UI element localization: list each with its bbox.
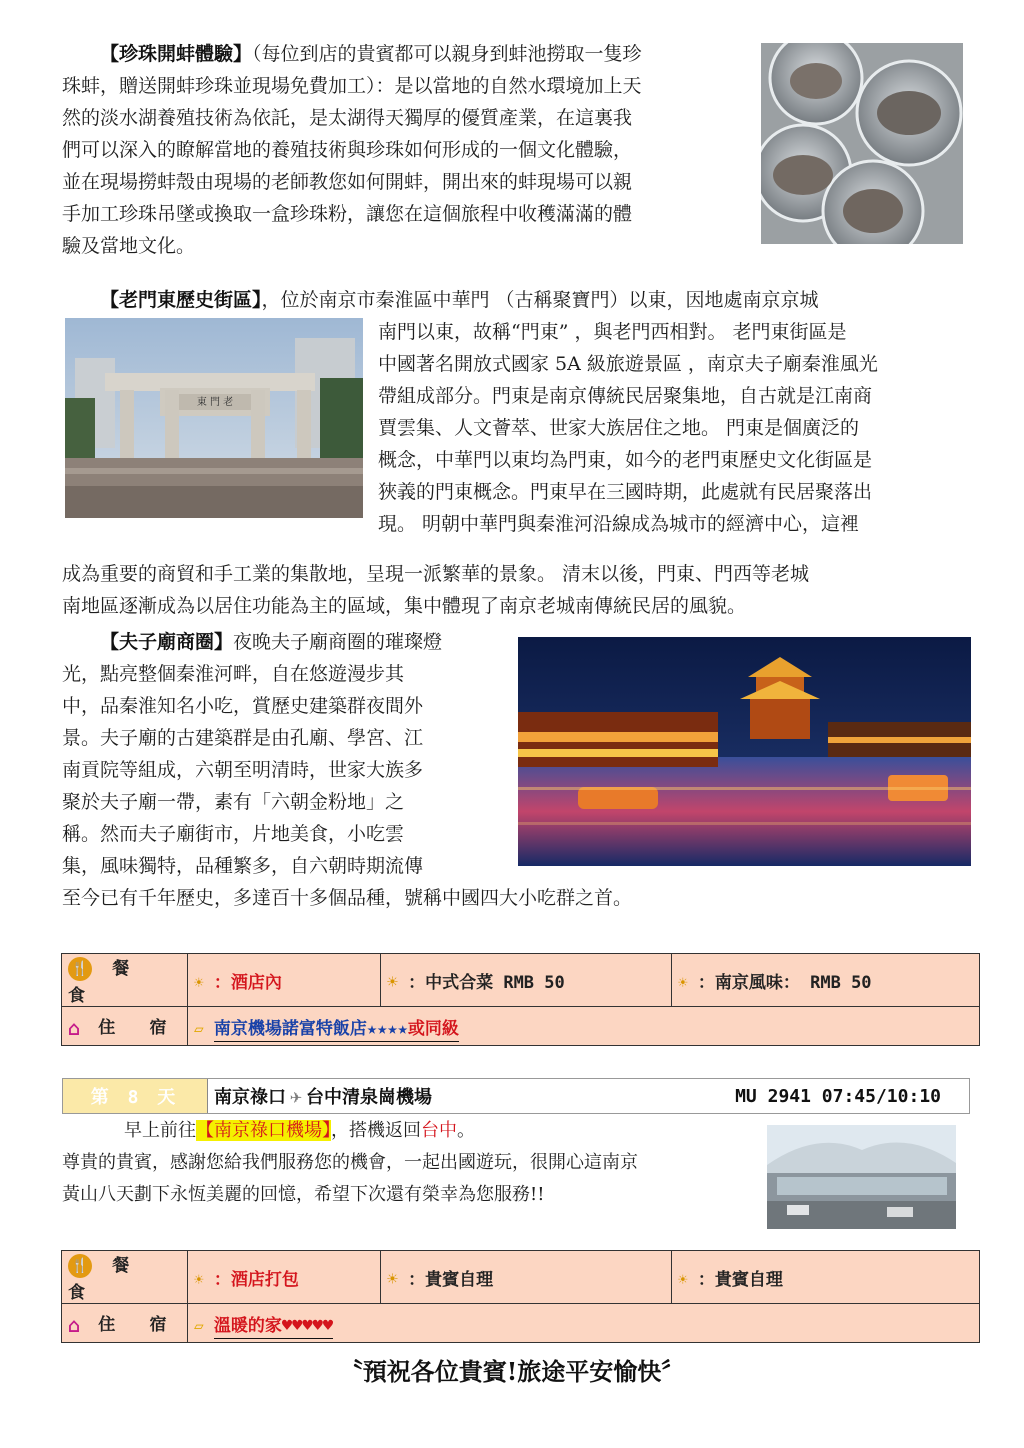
laomendong-intro-text: ，位於南京市秦淮區中華門 （古稱聚寶門）以東，因地處南京京城 xyxy=(261,289,819,311)
fuzimiao-line: 聚於夫子廟一帶，素有「六朝金粉地」之 xyxy=(62,791,405,813)
stay-label: 住 宿 xyxy=(98,1017,179,1038)
sunrise-icon: ☀ xyxy=(194,1269,204,1289)
laomendong-title: 【老門東歷史街區】 xyxy=(100,289,262,311)
breakfast-text: ：酒店打包 xyxy=(213,1269,299,1290)
pearl-line: 並在現場撈蚌殼由現場的老師教您如何開蚌，開出來的蚌現場可以親 xyxy=(62,171,633,193)
fuzimiao-line: 至今已有千年歷史，多達百十多個品種，號稱中國四大小吃群之首。 xyxy=(62,887,633,909)
laomendong-wrap-text xyxy=(378,316,978,540)
lunch-text: ：中式合菜 RMB 50 xyxy=(408,972,565,993)
laomendong-line: 南地區逐漸成為以居住功能為主的區域，集中體現了南京老城南傳統民居的風貌。 xyxy=(62,595,747,617)
pearl-line: 驗及當地文化。 xyxy=(62,235,196,257)
pearl-line: 然的淡水湖養殖技術為依託，是太湖得天獨厚的優質產業，在這裏我 xyxy=(62,107,633,129)
fuzimiao-line: 光，點亮整個秦淮河畔，自在悠遊漫步其 xyxy=(62,663,405,685)
pearl-section xyxy=(62,38,752,262)
breakfast-text: ：酒店內 xyxy=(213,972,282,993)
flight-info: MU 2941 07:45/10:10 xyxy=(735,1085,941,1107)
meal-label-cell xyxy=(62,1251,188,1304)
sunrise-icon: ☀ xyxy=(194,972,204,992)
day8-line1-pre: 早上前往 xyxy=(124,1120,196,1141)
destination: 台中 xyxy=(421,1120,457,1141)
laomendong-line: 賈雲集、人文薈萃、世家大族居住之地。 門東是個廣泛的 xyxy=(378,417,860,439)
meal-label-cell xyxy=(62,954,188,1007)
airplane-icon: ✈ xyxy=(290,1084,303,1108)
hotel-name: 南京機場諾富特飯店 xyxy=(213,1018,367,1039)
closing-message: 〝預祝各位貴賓!旅途平安愉快〞 xyxy=(338,1357,686,1386)
lunch-text: ：貴賓自理 xyxy=(408,1269,494,1290)
fuzimiao-title: 【夫子廟商圈】 xyxy=(100,631,234,653)
dinner-cell xyxy=(672,1251,980,1304)
day8-header xyxy=(62,1078,970,1114)
laomendong-line: 現。 明朝中華門與秦淮河沿線成為城市的經濟中心，這裡 xyxy=(378,513,860,535)
qinhuai-night-photo xyxy=(518,637,971,866)
day8-line1-end: 。 xyxy=(457,1120,475,1141)
fuzimiao-line: 集，風味獨特，品種繁多，自六朝時期流傳 xyxy=(62,855,424,877)
gate-sign-text: 東 門 老 xyxy=(196,397,234,408)
house-icon: ⌂ xyxy=(68,1015,81,1040)
fork-knife-icon: 🍴 xyxy=(68,957,92,981)
lunch-cell xyxy=(381,1251,672,1304)
day8-text xyxy=(62,1115,762,1211)
pearl-line: 珠蚌，贈送開蚌珍珠並現場免費加工）：是以當地的自然水環境加上天 xyxy=(62,75,642,97)
laomendong-line: 成為重要的商貿和手工業的集散地，呈現一派繁華的景象。 清末以後，門東、門西等老城 xyxy=(62,563,810,585)
hearts: ♥♥♥♥♥ xyxy=(281,1315,334,1336)
laomendong-line: 南門以東，故稱“門東” ，與老門西相對。 老門東街區是 xyxy=(378,321,847,343)
fuzimiao-line: 稱。然而夫子廟街市，片地美食，小吃雲 xyxy=(62,823,405,845)
fuzimiao-line: 南貢院等組成，六朝至明清時，世家大族多 xyxy=(62,759,424,781)
fuzimiao-line: 景。夫子廟的古建築群是由孔廟、學宮、江 xyxy=(62,727,424,749)
meals-table-day7 xyxy=(61,953,980,1046)
route-from: 南京祿口 xyxy=(214,1087,286,1108)
fuzimiao-line: 中，品秦淮知名小吃，賞歷史建築群夜間外 xyxy=(62,695,424,717)
sun-icon: ☀ xyxy=(387,971,398,993)
meal-label: 餐 食 xyxy=(68,959,142,1006)
lunch-cell xyxy=(381,954,672,1007)
pearl-line: 們可以深入的瞭解當地的養殖技術與珍珠如何形成的一個文化體驗， xyxy=(62,139,633,161)
meals-table-day8 xyxy=(61,1250,980,1343)
house-icon: ⌂ xyxy=(68,1312,81,1337)
meal-label: 餐 食 xyxy=(68,1256,142,1303)
hotel-suffix: 或同級 xyxy=(407,1018,459,1039)
fuzimiao-text xyxy=(62,626,633,914)
laomendong-line: 狹義的門東概念。門東早在三國時期，此處就有民居聚落出 xyxy=(378,481,873,503)
pearl-title: 【珍珠開蚌體驗】 xyxy=(100,43,253,65)
hotel-stars: ★★★★ xyxy=(366,1018,408,1039)
airport-highlight: 【南京祿口機場】 xyxy=(196,1120,331,1141)
pearl-oyster-photo xyxy=(761,43,963,244)
sunset-icon: ☀ xyxy=(678,1269,688,1289)
day8-line3: 黃山八天劃下永恆美麗的回憶，希望下次還有榮幸為您服務!! xyxy=(62,1184,545,1205)
stay-label-cell xyxy=(62,1007,188,1046)
nanjing-airport-photo xyxy=(767,1125,956,1229)
stay-label: 住 宿 xyxy=(98,1314,179,1335)
fork-knife-icon: 🍴 xyxy=(68,1254,92,1278)
laomendong-intro xyxy=(62,284,982,316)
day8-line2: 尊貴的貴賓，感謝您給我們服務您的機會，一起出國遊玩，很開心這南京 xyxy=(62,1152,638,1173)
sun-icon: ☀ xyxy=(387,1268,398,1290)
laomendong-line: 中國著名開放式國家 5A 級旅遊景區 ，南京夫子廟秦淮風光 xyxy=(378,353,878,375)
pearl-line: 手加工珍珠吊墜或換取一盒珍珠粉，讓您在這個旅程中收穫滿滿的體 xyxy=(62,203,633,225)
breakfast-cell xyxy=(188,954,381,1007)
dinner-text: ：南京風味： RMB 50 xyxy=(697,972,872,993)
dinner-text: ：貴賓自理 xyxy=(697,1269,783,1290)
laomendong-full-text xyxy=(62,558,982,622)
laomendong-gate-photo xyxy=(65,318,363,518)
dinner-cell xyxy=(672,954,980,1007)
laomendong-line: 帶組成部分。門東是南京傳統民居聚集地，自古就是江南商 xyxy=(378,385,873,407)
route-to: 台中清泉崗機場 xyxy=(306,1087,433,1108)
day8-line1-mid: ，搭機返回 xyxy=(331,1120,421,1141)
day-route xyxy=(208,1079,735,1113)
home-text: 溫暖的家 xyxy=(213,1315,282,1336)
bed-icon: ▱ xyxy=(194,1018,204,1038)
home-cell xyxy=(188,1304,980,1343)
bed-icon: ▱ xyxy=(194,1315,204,1335)
day-badge: 第 8 天 xyxy=(63,1079,208,1113)
stay-label-cell xyxy=(62,1304,188,1343)
hotel-cell xyxy=(188,1007,980,1046)
pearl-intro: （每位到店的貴賓都可以親身到蚌池撈取一隻珍 xyxy=(252,43,642,65)
fuzimiao-intro: 夜晚夫子廟商圈的璀璨燈 xyxy=(233,631,443,653)
sunset-icon: ☀ xyxy=(678,972,688,992)
breakfast-cell xyxy=(188,1251,381,1304)
laomendong-line: 概念，中華門以東均為門東，如今的老門東歷史文化街區是 xyxy=(378,449,873,471)
